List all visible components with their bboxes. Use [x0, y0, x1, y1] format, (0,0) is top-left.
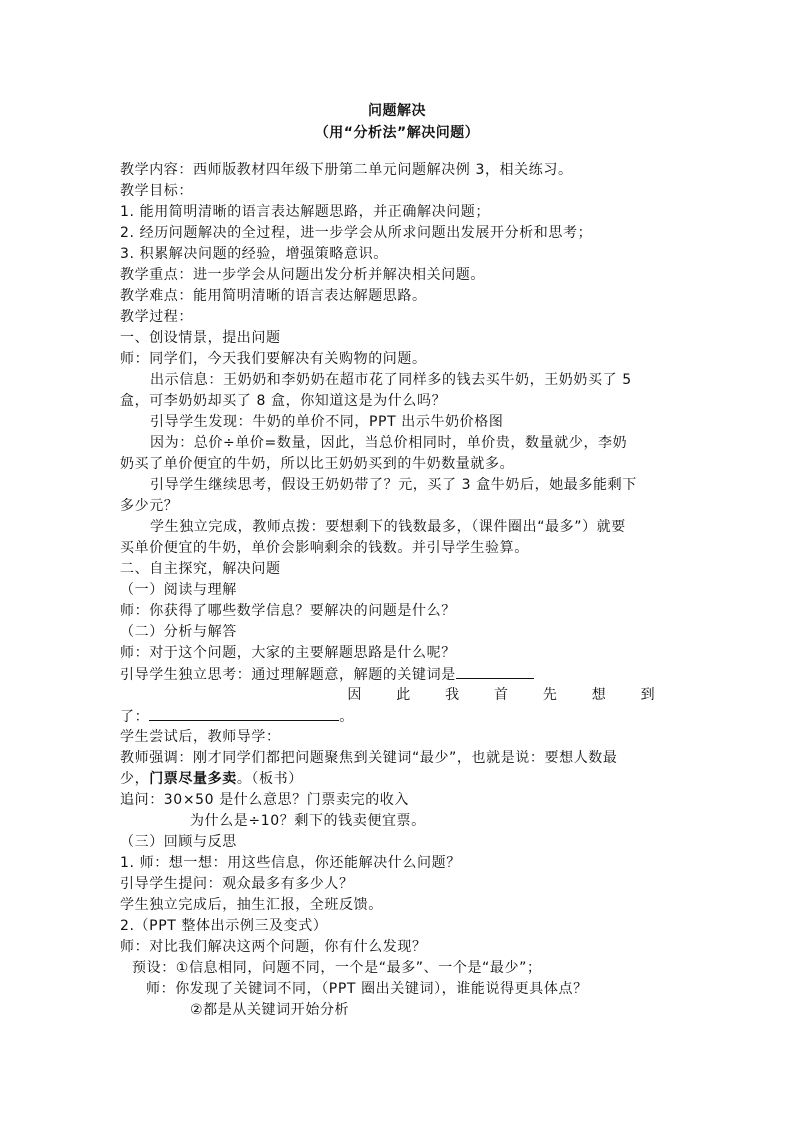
- paragraph-line: 学生尝试后，教师导学：: [120, 729, 281, 745]
- paragraph-line: 学生独立完成后，抽生汇报，全班反馈。: [120, 897, 383, 913]
- paragraph-line: [120, 769, 303, 789]
- paragraph-line: 奶买了单价便宜的牛奶，所以比王奶奶买到的牛奶数量就多。: [120, 456, 515, 472]
- subsection-heading: （一）阅读与理解: [120, 582, 237, 598]
- teaching-content: 教学内容：西师版教材四年级下册第二单元问题解决例 3，相关练习。: [120, 162, 573, 178]
- paragraph-line: [120, 706, 354, 727]
- paragraph-line: ②都是从关键词开始分析: [190, 1002, 350, 1018]
- paragraph-line: 师：你获得了哪些数学信息？要解决的问题是什么？: [120, 603, 456, 619]
- paragraph-line: 买单价便宜的牛奶，单价会影响剩余的钱数。并引导学生验算。: [120, 540, 529, 556]
- line-text: 了：: [120, 709, 150, 725]
- paragraph-line: 多少元？: [120, 498, 179, 514]
- paragraph-line: 教师强调：刚才同学们都把问题聚焦到关键词“最少”，也就是说：要想人数最: [120, 750, 618, 766]
- spread-char: 到: [640, 687, 655, 703]
- paragraph-line: 师：你发现了关键词不同，（PPT 圈出关键词），谁能说得更具体点？: [146, 981, 588, 997]
- objective-3: 3. 积累解决问题的经验，增强策略意识。: [120, 246, 388, 262]
- paragraph-line: 引导学生继续思考，假设王奶奶带了？元，买了 3 盒牛奶后，她最多能剩下: [150, 477, 637, 493]
- spread-char: 我: [445, 687, 460, 703]
- answer-blank[interactable]: [149, 706, 339, 721]
- process-heading: 教学过程：: [120, 309, 193, 325]
- subsection-heading: （三）回顾与反思: [120, 834, 237, 850]
- paragraph-line: 引导学生发现：牛奶的单价不同，PPT 出示牛奶价格图: [150, 414, 504, 430]
- answer-blank[interactable]: [456, 664, 534, 679]
- objective-2: 2. 经历问题解决的全过程，进一步学会从所求问题出发展开分析和思考；: [120, 225, 593, 241]
- line-text: 引导学生独立思考：通过理解题意，解题的关键词是: [120, 667, 456, 683]
- section-2-heading: 二、自主探究，解决问题: [120, 561, 281, 577]
- spread-char: 首: [494, 687, 508, 703]
- paragraph-line: 盒，可李奶奶却买了 8 盒，你知道这是为什么吗？: [120, 393, 447, 409]
- paragraph-line: 学生独立完成，教师点拨：要想剩下的钱数最多，（课件圈出“最多”）就要: [150, 519, 626, 535]
- paragraph-line: 出示信息：王奶奶和李奶奶在超市花了同样多的钱去买牛奶，王奶奶买了 5: [150, 372, 632, 388]
- spread-char: 先: [542, 687, 557, 703]
- line-text: 。: [339, 709, 354, 725]
- paragraph-line: 追问：30×50 是什么意思？门票卖完的收入: [120, 792, 410, 808]
- spread-char: 此: [396, 687, 411, 703]
- document-subtitle: （用“分析法”解决问题）: [314, 125, 480, 141]
- paragraph-line: 师：同学们，今天我们要解决有关购物的问题。: [120, 351, 427, 367]
- objectives-heading: 教学目标：: [120, 183, 193, 199]
- subsection-heading: （二）分析与解答: [120, 624, 237, 640]
- spread-char: 因: [347, 687, 362, 703]
- paragraph-line: 2.（PPT 整体出示例三及变式）: [120, 918, 328, 934]
- spread-line: [330, 685, 672, 705]
- paragraph-line: [120, 664, 534, 685]
- key-point: 教学重点：进一步学会从问题出发分析并解决相关问题。: [120, 267, 485, 283]
- line-text: 少，: [120, 771, 150, 787]
- section-1-heading: 一、创设情景，提出问题: [120, 330, 281, 346]
- spread-char: 想: [591, 687, 606, 703]
- paragraph-line: 师：对于这个问题，大家的主要解题思路是什么呢？: [120, 645, 456, 661]
- difficult-point: 教学难点：能用简明清晰的语言表达解题思路。: [120, 288, 427, 304]
- paragraph-line: 引导学生提问：观众最多有多少人？: [120, 876, 354, 892]
- paragraph-line: 1. 师：想一想：用这些信息，你还能解决什么问题？: [120, 855, 461, 871]
- line-text: 。（板书）: [236, 771, 303, 787]
- document-title: 问题解决: [368, 103, 426, 119]
- paragraph-line: 师：对比我们解决这两个问题，你有什么发现？: [120, 939, 427, 955]
- objective-1: 1. 能用简明清晰的语言表达解题思路，并正确解决问题；: [120, 204, 491, 220]
- paragraph-line: 为什么是÷10？剩下的钱卖便宜票。: [190, 813, 426, 829]
- emphasis-text: 门票尽量多卖: [149, 771, 237, 787]
- paragraph-line: 因为：总价÷单价=数量，因此，当总价相同时，单价贵，数量就少，李奶: [150, 435, 628, 451]
- paragraph-line: 预设：①信息相同，问题不同，一个是“最多”、一个是“最少”；: [132, 960, 542, 976]
